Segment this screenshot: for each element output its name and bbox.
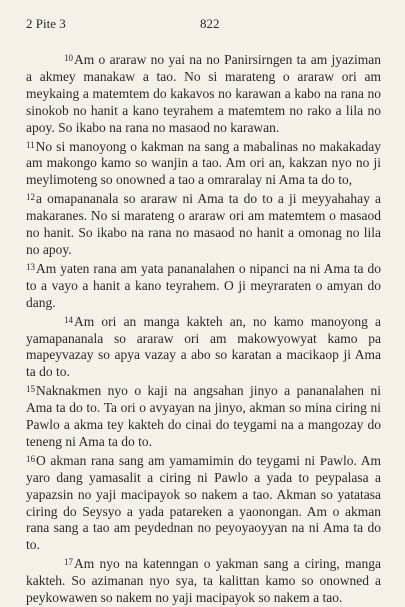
verse xyxy=(26,259,381,312)
verse-number: 13 xyxy=(26,261,35,272)
verse xyxy=(26,50,381,137)
verse xyxy=(26,312,381,382)
page-number: 822 xyxy=(200,16,220,31)
verse xyxy=(26,451,381,554)
verse-number: 14 xyxy=(64,314,73,325)
verse-number: 17 xyxy=(64,557,73,568)
verse-text: No si manoyong o kakman na sang a mabalinas no makakaday am makongo kamo so wanjin a tao. Am ori an, kakzan nyo no ji meylimoteng so onowned a tao a omraralay ni Ama ta do to, xyxy=(26,138,381,188)
verse-number: 15 xyxy=(26,384,35,395)
page-header xyxy=(26,16,381,36)
verse-number: 10 xyxy=(64,53,73,63)
verse xyxy=(26,554,381,607)
verse xyxy=(26,189,381,259)
verse xyxy=(26,381,381,451)
scripture-text xyxy=(26,50,381,607)
verse-text: Am yaten rana am yata pananalahen o nipanci na ni Ama ta do to a vayo a hanit a kano teyrahem. O ji meyraraten o amyan do dang. xyxy=(26,260,381,310)
verse-number: 11 xyxy=(26,139,35,150)
verse-text: Am ori an manga kakteh an, no kamo manoyong a yamapananala so araraw ori am makowyowyat kamo pa mapeyvazay so apya vazay a abo so karatan a macikaop ji Ama ta do to. xyxy=(26,313,381,380)
verse xyxy=(26,137,381,190)
verse-number: 16 xyxy=(26,453,35,464)
verse-number: 12 xyxy=(26,192,35,203)
verse-text: Naknakmen nyo o kaji na angsahan jinyo a pananalahen ni Ama ta do to. Ta ori o avyayan na jinyo, akman so mina ciring ni Pawlo a akma tey kakteh do cinai do teygami na a mangozay do teneng ni Ama ta do to. xyxy=(26,383,381,449)
verse-text: O akman rana sang am yamamimin do teygami ni Pawlo. Am yaro dang yamasalit a ciring ni Pawlo a yada to peypalasa a yapazsin no yaji macipayok so nakem a tao. Akman so yatatasa ciring do Seysyo a yada patareken a yaonongan. Am o akman rana sang a tao am peydednan no peyoyaoyyan na ni Ama ta do to. xyxy=(26,452,381,553)
verse-text: Am nyo na katenngan o yakman sang a ciring, manga kakteh. So azimanan nyo sya, ta kalittan kamo so onowned a peykowawen so nakem no yaji macipayok so nakem a tao. xyxy=(26,556,381,606)
verse-text: a omapananala so araraw ni Ama ta do to a ji meyyahahay a makaranes. No si marateng o araraw ori am matemtem o masaod no hanit. So ikabo na rana no masaod no hanit a omonag no lila no apoy. xyxy=(26,191,381,257)
verse-text: Am o araraw no yai na no Panirsirngen ta am jyaziman a akmey manakaw a tao. No si marateng o araraw ori am meykaing a matemtem do kakavos no karawan a kabo na rana no sinokob no hanit a kano teyrahem a matemtem no rako a lila no apoy. So ikabo na rana no masaod no karawan. xyxy=(26,52,381,135)
running-head: 2 Pite 3 xyxy=(26,16,66,31)
